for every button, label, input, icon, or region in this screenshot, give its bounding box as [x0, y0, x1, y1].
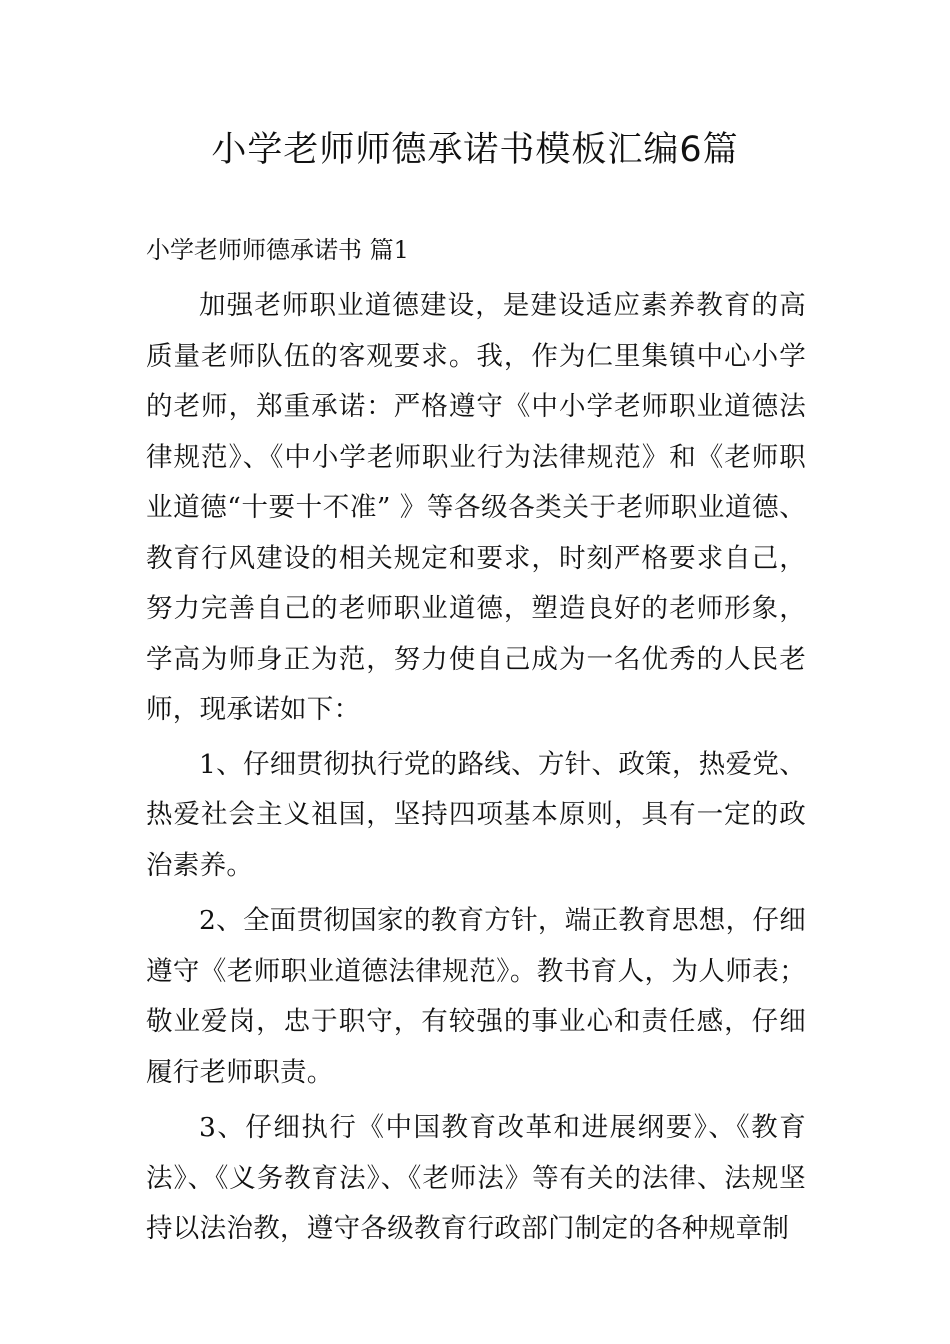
section-heading: 小学老师师德承诺书 篇1: [146, 236, 409, 264]
document-title: 小学老师师德承诺书模板汇编6篇: [211, 130, 739, 170]
paragraph-item-3: 3、仔细执行《中国教育改革和进展纲要》、《教育法》、《义务教育法》、《老师法》等有关的法律、法规坚持以法治教，遵守各级教育行政部门制定的各种规章制: [146, 1112, 806, 1244]
paragraph-intro: 加强老师职业道德建设，是建设适应素养教育的高质量老师队伍的客观要求。我，作为仁里集镇中心小学的老师，郑重承诺：严格遵守《中小学老师职业道德法律规范》、《中小学老师职业行为法律规范》和《老师职业道德“十要十不准” 》等各级各类关于老师职业道德、教育行风建设的相关规定和要求，时刻严格要求自己，努力完善自己的老师职业道德，塑造良好的老师形象，学高为师身正为范，努力使自己成为一名优秀的人民老师，现承诺如下：: [146, 290, 806, 725]
paragraph-item-2: 2、全面贯彻国家的教育方针，端正教育思想，仔细遵守《老师职业道德法律规范》。教书育人，为人师表；敬业爱岗，忠于职守，有较强的事业心和责任感，仔细履行老师职责。: [146, 905, 806, 1088]
paragraph-item-1: 1、仔细贯彻执行党的路线、方针、政策，热爱党、热爱社会主义祖国，坚持四项基本原则，具有一定的政治素养。: [146, 748, 806, 881]
document-body: [146, 281, 806, 1255]
